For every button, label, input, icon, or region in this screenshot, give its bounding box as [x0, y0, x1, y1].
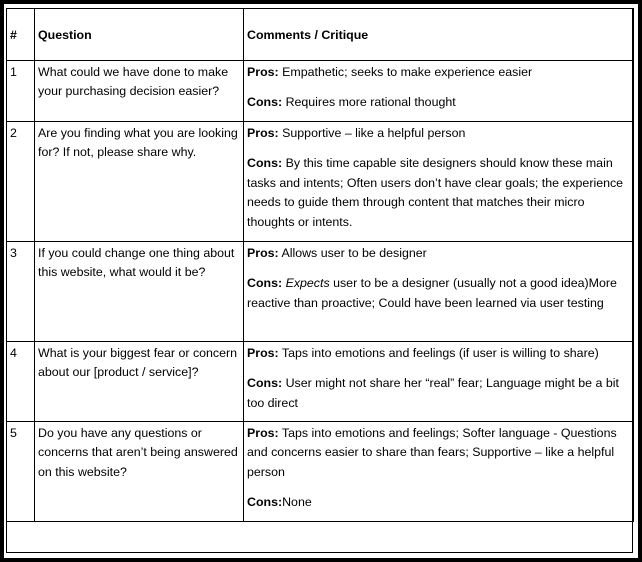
- cons-label: Cons:: [247, 95, 283, 110]
- row-question: What is your biggest fear or concern about our [product / service]?: [35, 342, 244, 422]
- cons-text: By this time capable site designers should know these main tasks and intents; Often users don’t have clear goals; the experience needs to guide them through content that matches their micro thoughts or intents.: [247, 156, 624, 229]
- row-question: Are you finding what you are looking for? If not, please share why.: [35, 122, 244, 242]
- cons-text: None: [282, 495, 312, 510]
- pros-text: Empathetic; seeks to make experience easier: [282, 65, 533, 79]
- pros-text: Taps into emotions and feelings; Softer language - Questions and concerns easier to share than fears; Supportive – like a helpful person: [247, 426, 617, 479]
- header-comments: Comments / Critique: [244, 9, 634, 61]
- row-number: 1: [7, 61, 35, 122]
- pros-label: Pros:: [247, 65, 279, 79]
- table-outer-box: [6, 8, 633, 553]
- pros-text: Taps into emotions and feelings (if user is willing to share): [281, 346, 599, 360]
- pros-label: Pros:: [247, 426, 279, 440]
- cons-label: Cons:: [247, 276, 283, 291]
- pros-label: Pros:: [247, 126, 279, 140]
- row-number: 2: [7, 122, 35, 242]
- cons-label: Cons:: [247, 156, 283, 171]
- pros-text: Supportive – like a helpful person: [282, 126, 466, 140]
- row-number: 5: [7, 422, 35, 522]
- pros-label: Pros:: [247, 346, 279, 360]
- pros-text: Allows user to be designer: [281, 246, 427, 260]
- row-number: 3: [7, 242, 35, 342]
- header-question: Question: [35, 9, 244, 61]
- cons-text: user to be a designer (usually not a good idea)More reactive than proactive; Could have been learned via user testing: [247, 276, 617, 310]
- cons-label: Cons:: [247, 376, 283, 391]
- cons-text: User might not share her “real” fear; Language might be a bit too direct: [247, 376, 619, 410]
- cons-emphasis: Expects: [285, 276, 330, 291]
- pros-label: Pros:: [247, 246, 279, 260]
- cons-text: Requires more rational thought: [285, 95, 456, 110]
- row-number: 4: [7, 342, 35, 422]
- row-question: If you could change one thing about this website, what would it be?: [35, 242, 244, 342]
- header-number: #: [7, 9, 35, 61]
- row-question: What could we have done to make your purchasing decision easier?: [35, 61, 244, 122]
- cons-label: Cons:: [247, 495, 283, 510]
- row-question: Do you have any questions or concerns that aren’t being answered on this website?: [35, 422, 244, 522]
